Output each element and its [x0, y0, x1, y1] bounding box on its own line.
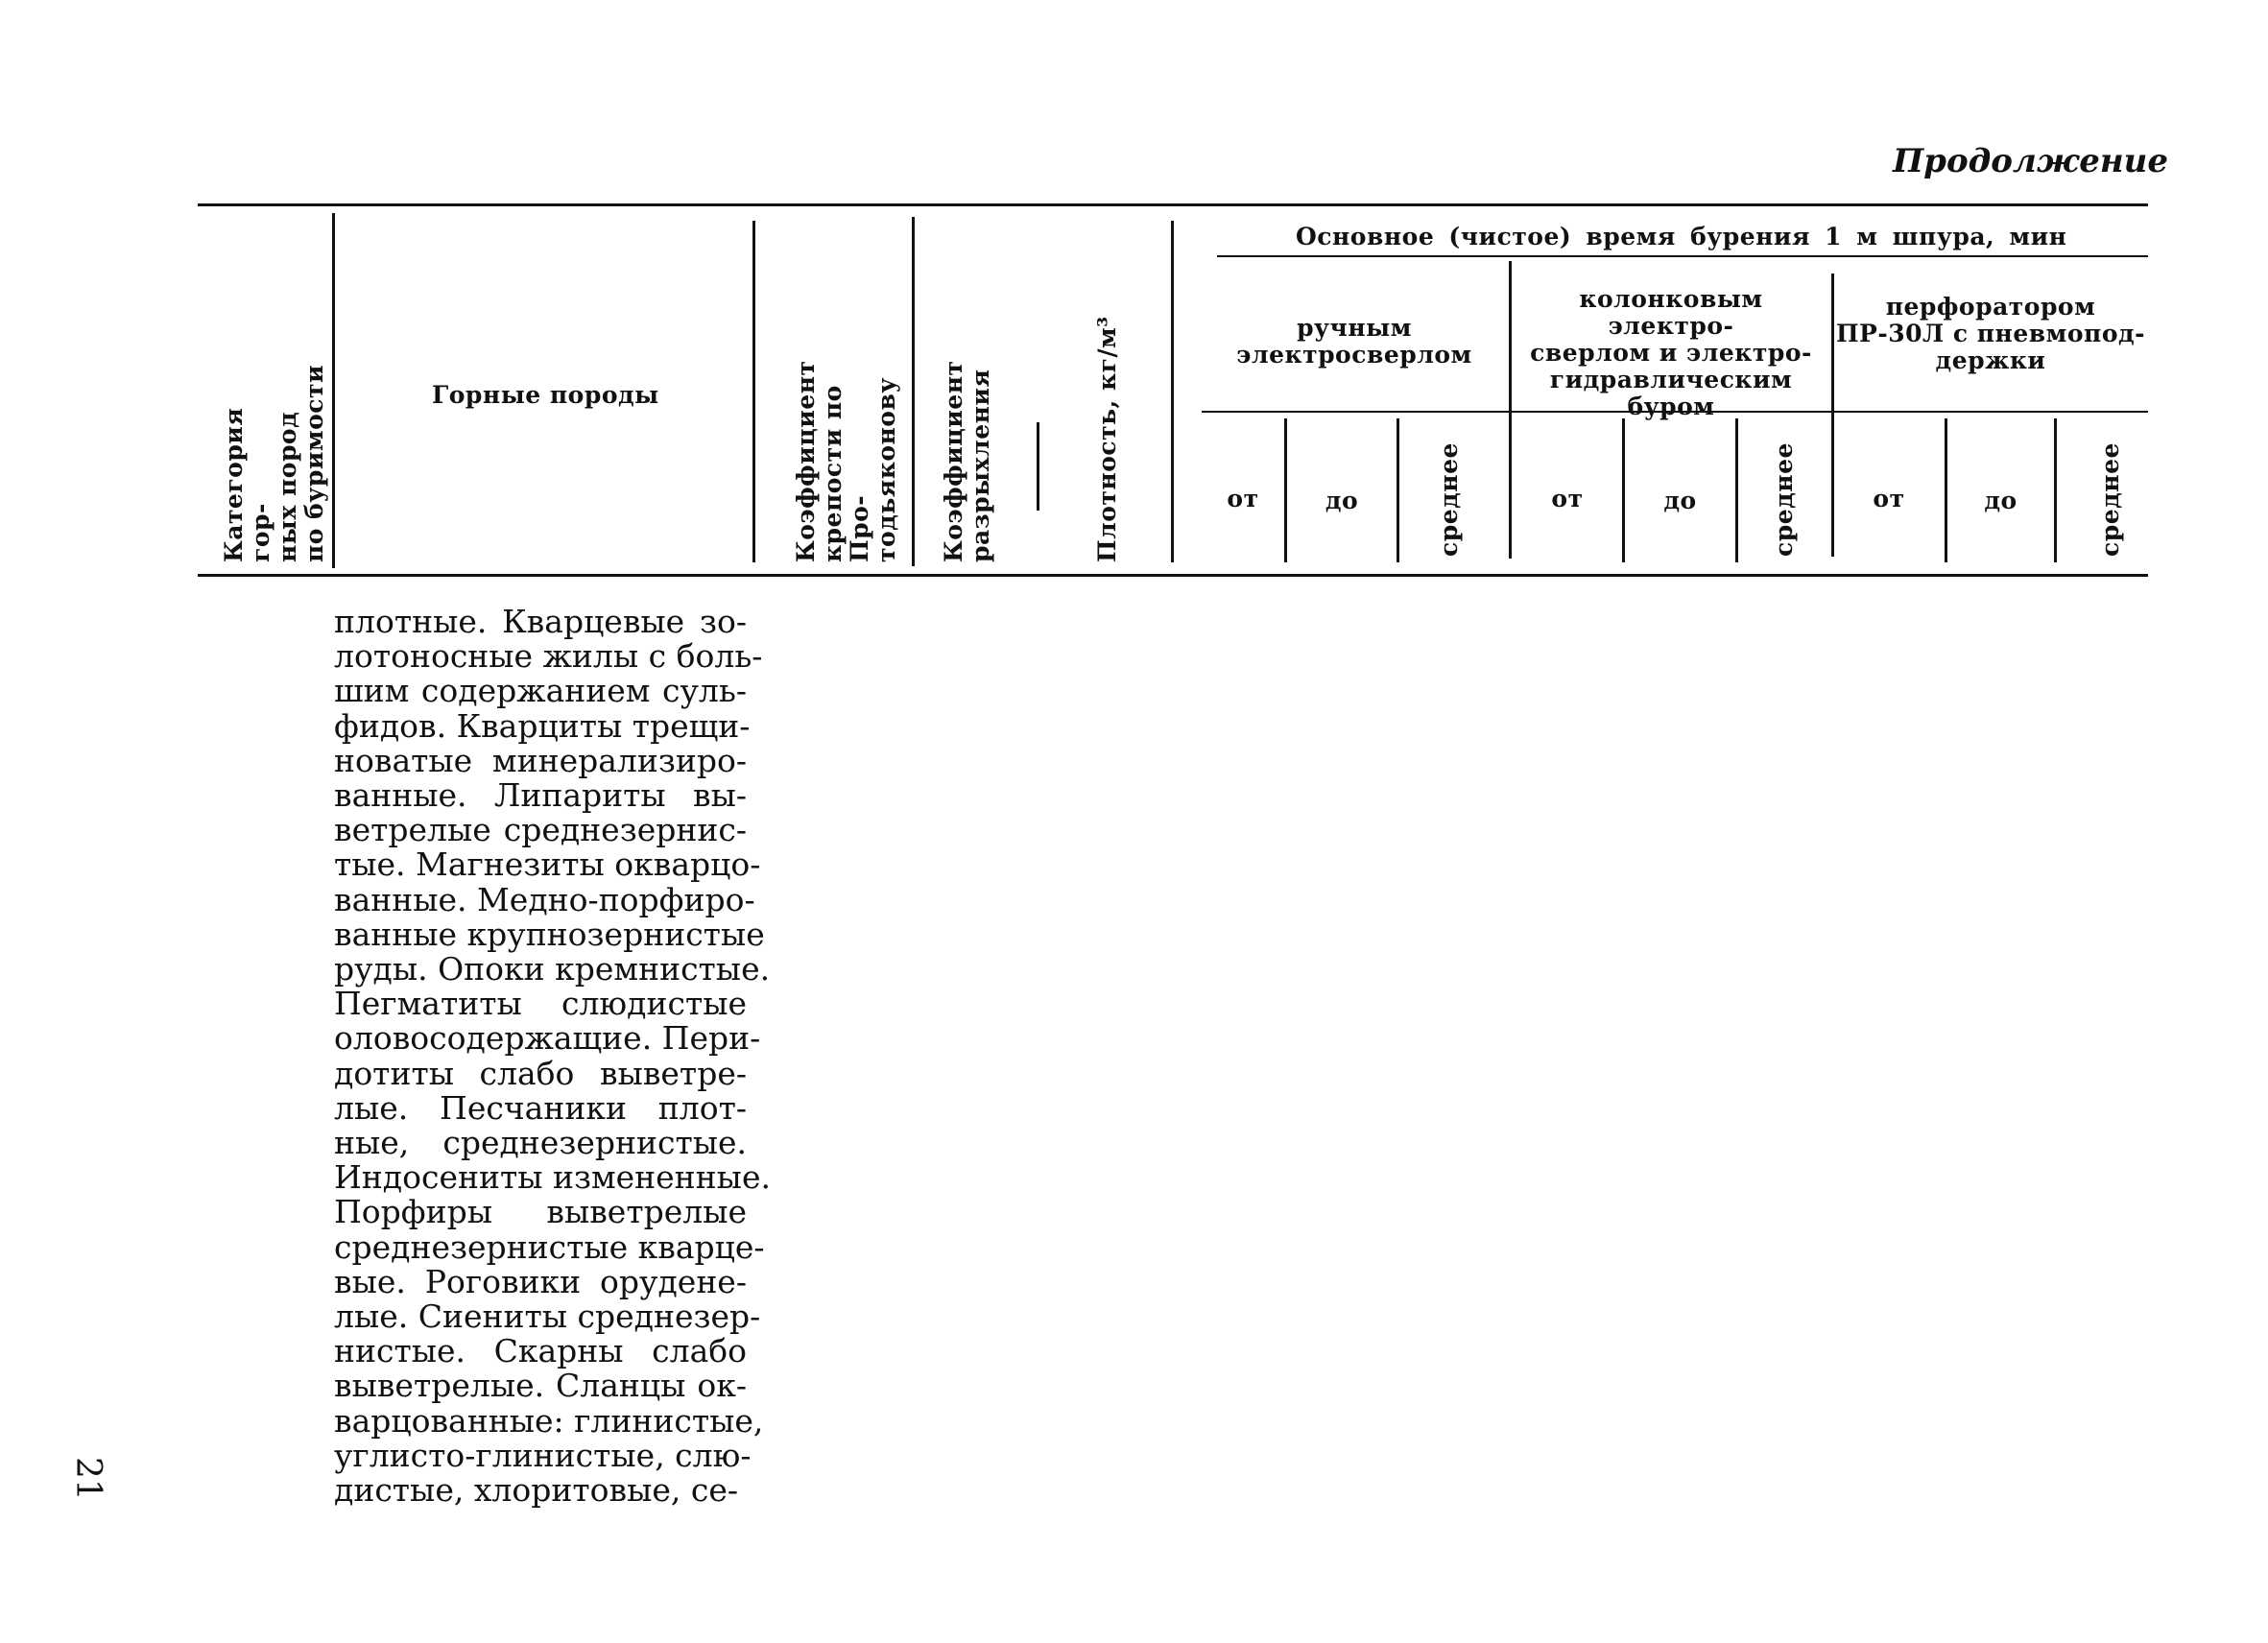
header-manual-avg: среднее [1435, 442, 1463, 557]
header-category: Категория гор- ных пород по буримости [220, 364, 328, 562]
table-header-bottom-rule [198, 574, 2148, 577]
group-title-rule [1217, 255, 2148, 257]
table-top-rule [198, 203, 2148, 206]
header-rocks: Горные породы [432, 381, 659, 409]
header-strength: Коэффициент крепости по Про- тодьяконову [792, 360, 900, 562]
header-column-to: до [1663, 487, 1697, 514]
header-manual-drill: ручным электросверлом [1236, 314, 1472, 369]
header-perf-avg: среднее [2096, 442, 2124, 557]
divider-manual-to [1397, 418, 1399, 562]
header-column-avg: среднее [1770, 442, 1798, 557]
header-manual-from: от [1227, 485, 1259, 512]
divider-column-to [1735, 418, 1738, 562]
header-perforator: перфоратором ПР-30Л с пневмопод- держки [1835, 293, 2146, 374]
rock-description: плотные. Кварцевые зо- лотоносные жилы с боль- шим содержанием суль- фидов. Кварциты трещи- новатые минерализиро- ванные. Липариты вы- ветрелые среднезернис- тые. Магнезиты окварцо- ванные. Медно-порфиро- ванные крупнозернистые руды. Опоки кремнистые. Пегматиты слюдистые оловосодержащие. Пери- дотиты слабо выветре- лые. Песчаники плот- ные, среднезернистые. Индосениты измененные. Порфиры выветрелые среднезернистые кварце- вые. Роговики орудене- лые. Сиениты среднезер- нистые. Скарны слабо выветрелые. Сланцы ок- варцованные: глинистые, углисто-глинистые, слю- дистые, хлоритовые, се- [334, 603, 771, 1510]
header-column-drill: колонковым электро- сверлом и электро- гидравлическим буром [1530, 285, 1812, 420]
header-manual-to: до [1325, 487, 1359, 514]
divider-perf-to [2054, 418, 2057, 562]
header-perf-from: от [1873, 485, 1905, 512]
header-perf-to: до [1984, 487, 2017, 514]
divider-strength [912, 217, 915, 566]
divider-manual-column [1509, 261, 1512, 559]
continuation-label: Продолжение [1893, 142, 2168, 180]
header-column-from: от [1551, 485, 1584, 512]
page-number: 21 [68, 1457, 107, 1501]
header-density: Плотность, кг/м³ [1093, 316, 1121, 562]
divider-rocks [752, 221, 755, 562]
divider-density [1171, 221, 1174, 562]
header-drilling-time: Основное (чистое) время бурения 1 м шпура, мин [1296, 223, 2067, 250]
divider-category [332, 213, 335, 568]
header-loosening: Коэффициент разрыхления [940, 360, 994, 562]
divider-loosening [1037, 422, 1039, 511]
